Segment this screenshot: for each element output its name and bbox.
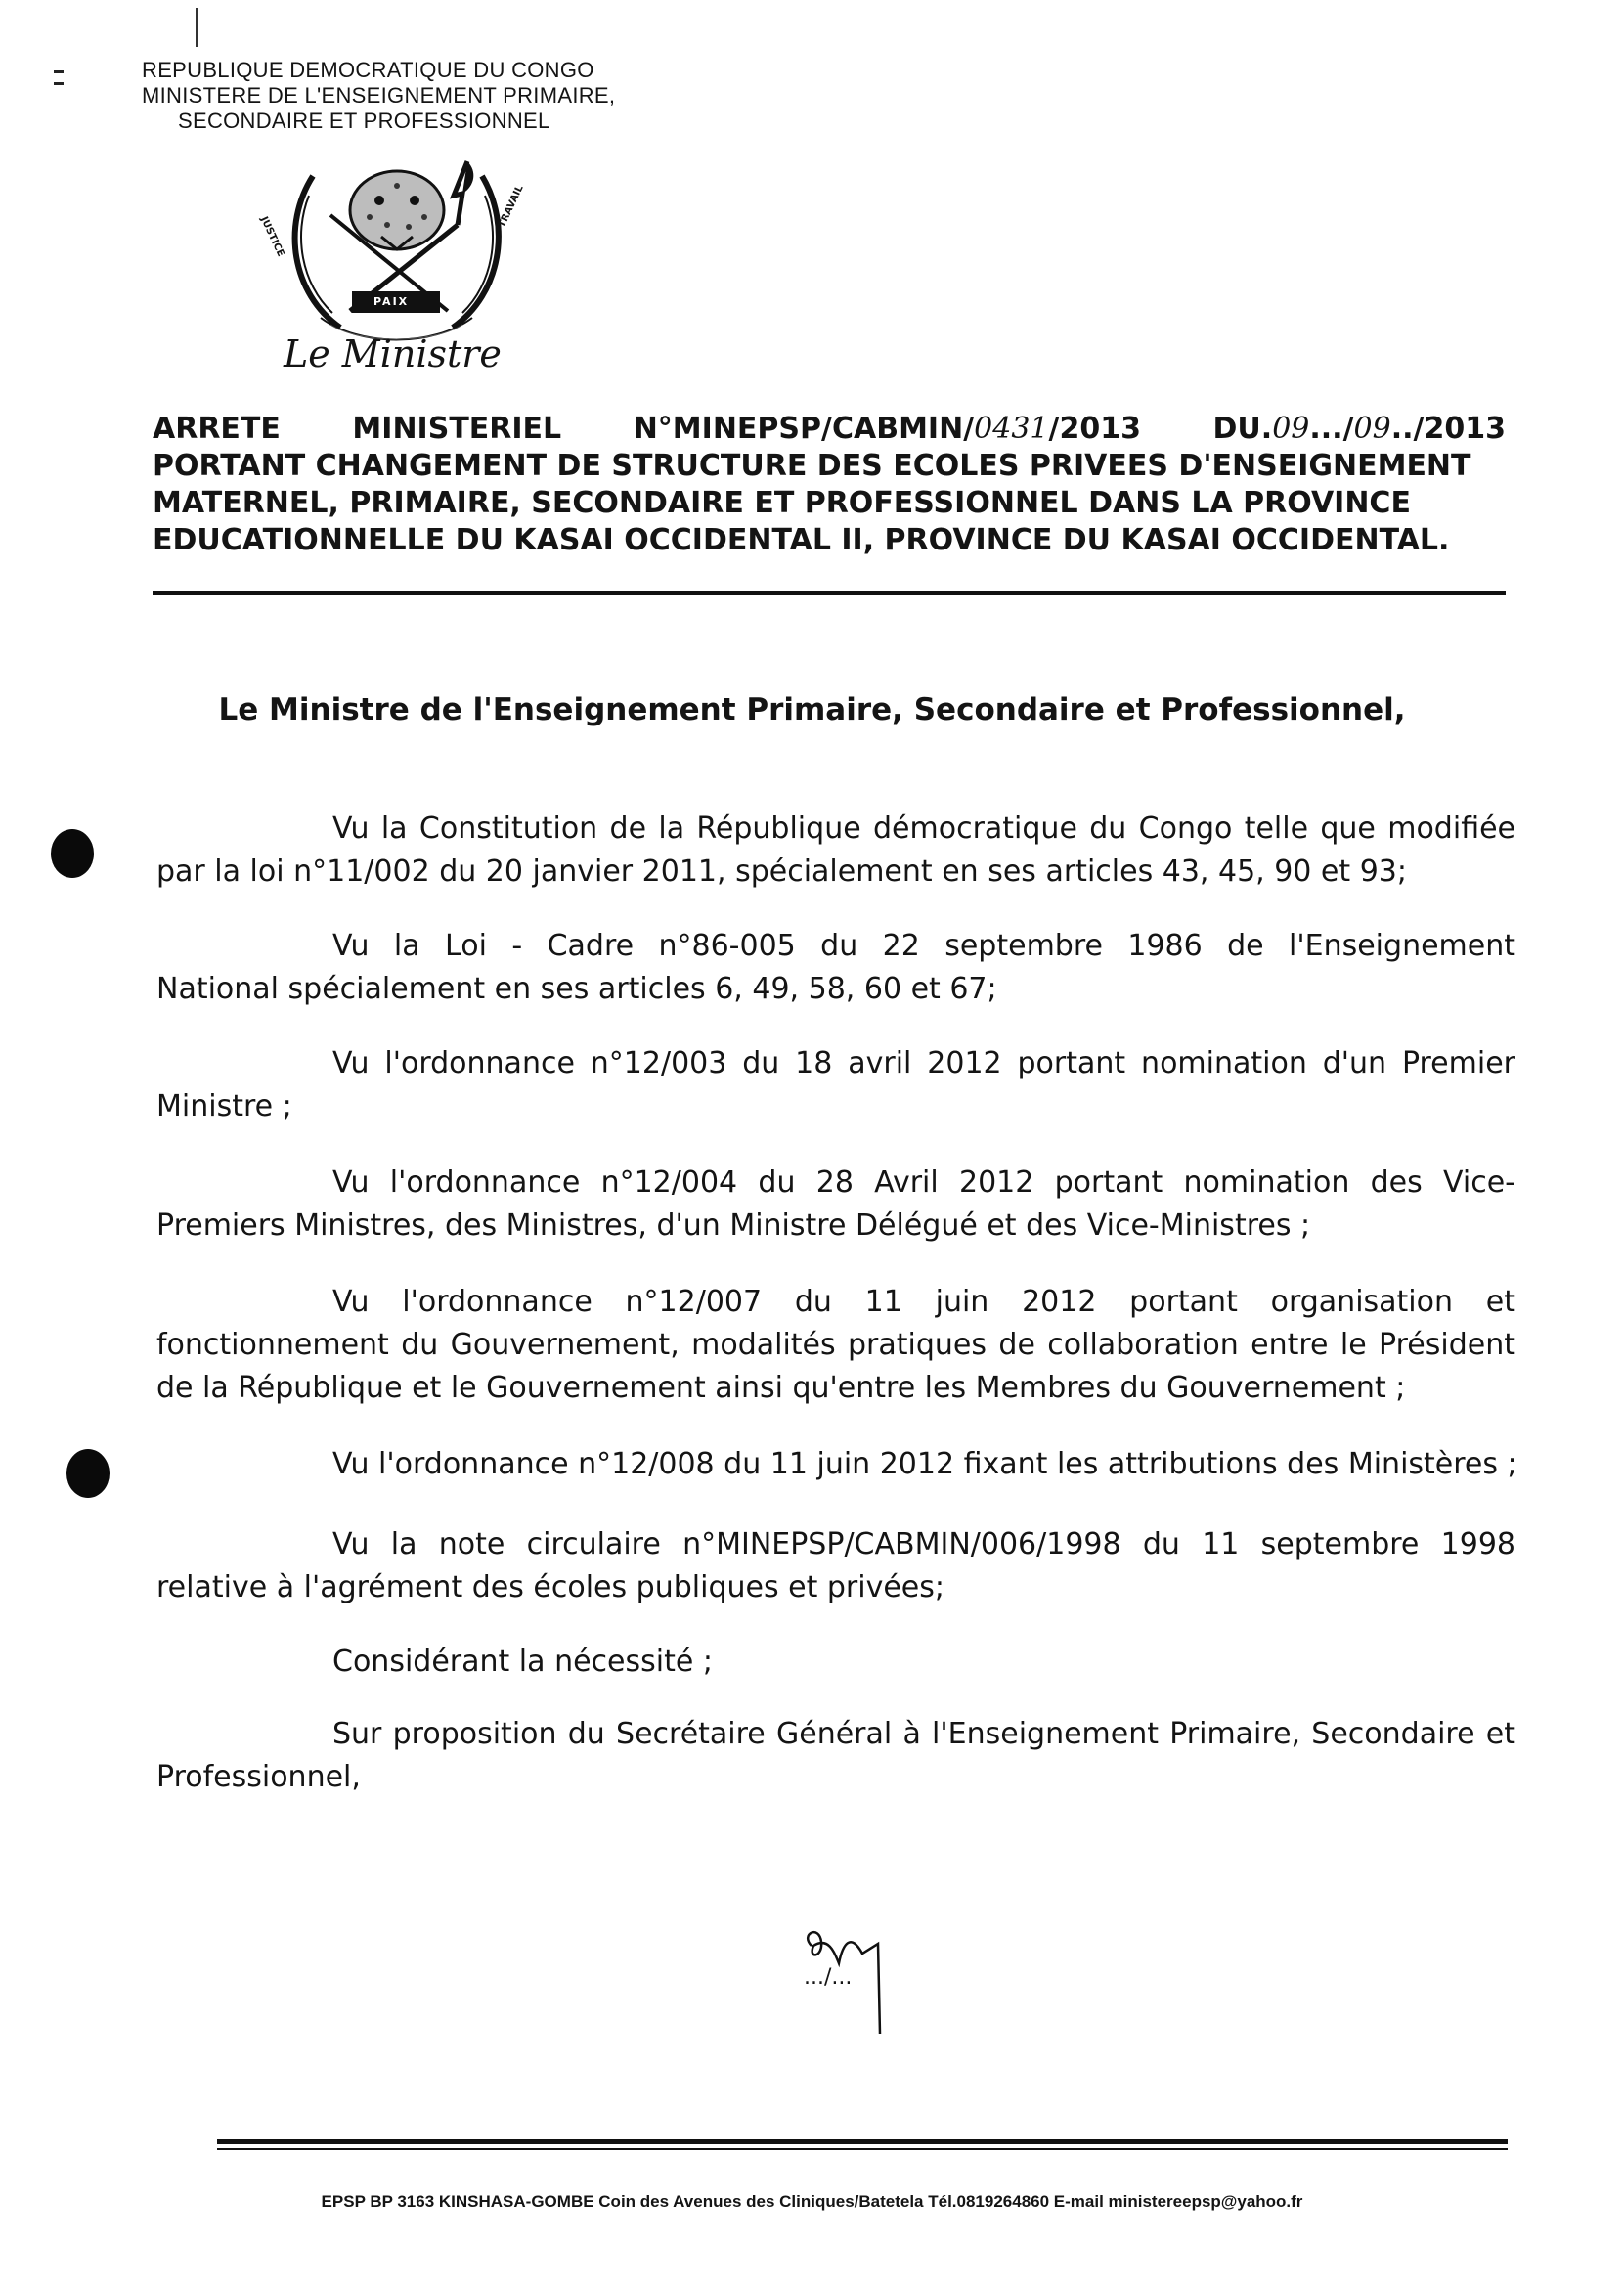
consideration-line: fonctionnement du Gouvernement, modalités pratiques de collaboration entre le Président: [156, 1328, 1515, 1362]
consideration-line: de la République et le Gouvernement ainsi qu'entre les Membres du Gouvernement ;: [156, 1371, 1406, 1405]
consideration-line: relative à l'agrément des écoles publiques et privées;: [156, 1570, 945, 1604]
coat-of-arms: [258, 156, 526, 347]
letterhead-ministry: MINISTERE DE L'ENSEIGNEMENT PRIMAIRE,: [142, 83, 616, 108]
footer-rule-thin: [217, 2148, 1508, 2150]
motto-paix: PAIX: [373, 295, 410, 308]
title-date-month: 09: [1353, 412, 1391, 446]
emblem-caption: Le Ministre: [284, 332, 502, 375]
consideration-line: Ministre ;: [156, 1089, 292, 1123]
consideration-ordonnance-003: [156, 1042, 1515, 1128]
ink-blot: [66, 1449, 110, 1498]
title-line3-text: MATERNEL, PRIMAIRE, SECONDAIRE ET PROFESSIONNEL DANS LA PROVINCE: [153, 486, 1411, 520]
title-date-sep: .../: [1309, 412, 1354, 446]
minister-heading: Le Ministre de l'Enseignement Primaire, Secondaire et Professionnel,: [218, 692, 1406, 727]
scan-mark: [196, 8, 198, 47]
title-number: [634, 411, 1141, 448]
decree-title-line2: [153, 448, 1506, 485]
consideration-line: par la loi n°11/002 du 20 janvier 2011, spécialement en ses articles 43, 45, 90 et 93;: [156, 855, 1407, 889]
title-line2-text: PORTANT CHANGEMENT DE STRUCTURE DES ECOLES PRIVEES D'ENSEIGNEMENT: [153, 449, 1471, 483]
consideration-note-circulaire: [156, 1523, 1515, 1609]
consideration-line: Sur proposition du Secrétaire Général à l'Enseignement Primaire, Secondaire et: [332, 1717, 1515, 1751]
consideration-proposition: [156, 1713, 1515, 1799]
consideration-line: Vu l'ordonnance n°12/004 du 28 Avril 2012 portant nomination des Vice-: [332, 1165, 1515, 1200]
consideration-line: Premiers Ministres, des Ministres, d'un Ministre Délégué et des Vice-Ministres ;: [156, 1208, 1311, 1243]
title-ministeriel: MINISTERIEL: [352, 412, 562, 446]
letterhead-country: REPUBLIQUE DEMOCRATIQUE DU CONGO: [142, 58, 594, 82]
consideration-necessite: Considérant la nécessité ;: [332, 1645, 713, 1679]
consideration-line: Vu la Loi - Cadre n°86-005 du 22 septembre 1986 de l'Enseignement: [332, 929, 1515, 963]
scan-mark: [54, 70, 64, 73]
consideration-line: Vu la Constitution de la République démocratique du Congo telle que modifiée: [332, 812, 1515, 846]
consideration-ordonnance-008: Vu l'ordonnance n°12/008 du 11 juin 2012 fixant les attributions des Ministères ;: [332, 1447, 1517, 1481]
title-date-prefix: DU.: [1212, 412, 1273, 446]
decree-title-line3: [153, 485, 1506, 522]
consideration-ordonnance-007: [156, 1281, 1515, 1410]
title-divider: [153, 591, 1506, 595]
decree-title-line1: [153, 411, 1506, 448]
footer-rule-thick: [217, 2139, 1508, 2144]
consideration-line: National spécialement en ses articles 6, 49, 58, 60 et 67;: [156, 972, 997, 1006]
scan-mark: [54, 82, 64, 85]
decree-title-line4: [153, 522, 1506, 559]
consideration-ordonnance-004: [156, 1162, 1515, 1248]
consideration-constitution: [156, 808, 1515, 894]
motto-travail: TRAVAIL: [497, 183, 526, 230]
title-arrete: ARRETE: [153, 412, 281, 446]
consideration-loi-cadre: [156, 925, 1515, 1011]
title-line4-text: EDUCATIONNELLE DU KASAI OCCIDENTAL II, PROVINCE DU KASAI OCCIDENTAL.: [153, 523, 1450, 557]
title-date: [1213, 411, 1506, 448]
title-date-suffix: ../2013: [1390, 412, 1506, 446]
decree-title: [153, 411, 1506, 559]
continuation-mark: .../...: [804, 1965, 853, 1990]
ink-blot: [51, 829, 94, 878]
title-number-handwritten: 0431: [974, 412, 1049, 446]
title-number-suffix: /2013: [1048, 412, 1141, 446]
consideration-line: Vu la note circulaire n°MINEPSP/CABMIN/006/1998 du 11 septembre 1998: [332, 1527, 1515, 1561]
consideration-line: Professionnel,: [156, 1760, 361, 1794]
footer-contact: EPSP BP 3163 KINSHASA-GOMBE Coin des Avenues des Cliniques/Batetela Tél.0819264860 E-mail ministereepsp@yahoo.fr: [321, 2192, 1303, 2211]
consideration-line: Vu l'ordonnance n°12/003 du 18 avril 2012 portant nomination d'un Premier: [332, 1046, 1515, 1080]
title-date-day: 09: [1272, 412, 1310, 446]
consideration-line: Vu l'ordonnance n°12/007 du 11 juin 2012 portant organisation et: [332, 1285, 1515, 1319]
leopard-emblem-icon: [262, 156, 526, 347]
letterhead-ministry-cont: SECONDAIRE ET PROFESSIONNEL: [178, 109, 550, 133]
motto-justice: JUSTICE: [258, 215, 286, 259]
title-number-prefix: N°MINEPSP/CABMIN/: [633, 412, 975, 446]
